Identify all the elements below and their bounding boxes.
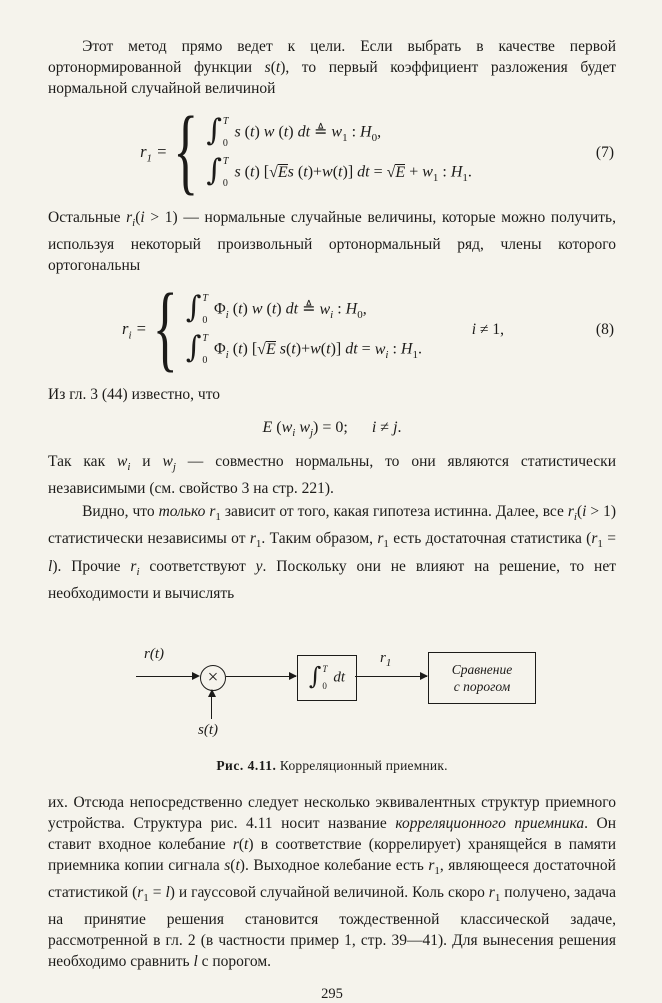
eq7-case-h1: ∫ T 0 s (t) [√Es (t)+w(t)] dt = $√E + w_1$ : $H_1$. <box>206 153 472 189</box>
eq7-case-h0: ∫ T 0 s (t) w (t) dt ≜ $w_1$ : $H_0$, <box>206 113 382 149</box>
integrator-formula: ∫ T 0 dt <box>308 661 346 691</box>
eq8-cases <box>185 290 422 367</box>
reference-signal-line <box>211 695 212 719</box>
eq8-lhs: $r_i$ = <box>122 318 147 342</box>
equation-7 <box>48 99 616 205</box>
equation-correlation-zero: E ($w_i$ $w_j) = 0$; i ≠ j. <box>262 419 402 440</box>
comparator-label-line1: Сравнение <box>451 661 513 677</box>
eq7-cases <box>206 113 472 189</box>
page-number: 295 <box>321 985 343 1002</box>
comparator-label-line2: с порогом <box>453 678 511 694</box>
paragraph-independence: Так как $w_i$ и $w_j$ — совместно нормальны, то они являются статистически независимыми (см. свойство 3 на стр. 221). <box>48 453 617 498</box>
paragraph-receiver-structure: их. Отсюда непосредственно следует несколько эквивалентных структур приемного устройства. Структура рис. 4.11 носит название корреляционного приемника. Он ставит входное колебание r(t) в соответствие (коррелирует) хранящейся в памяти приемника копии сигнала s(t). Выходное колебание есть $r_1$, являющееся достаточной статистикой $(r_1 = l)$ и гауссовой случайной величиной. Коль скоро $r_1$ получено, задача на принятие решения становится тождественной классической задаче, рассмотренной в гл. 2 (в частности пример 1, стр. 39—41). Для вынесения решения необходимо сравнить l с порогом. <box>48 793 616 970</box>
eq8-case-h1: ∫ T 0 $\Phi_i$ (t) [√E s(t)+w(t)] dt = $w_i$ : $H_1$. <box>185 330 422 367</box>
paragraph-sufficient-statistic: Видно, что только $r_1$ зависит от того, какая гипотеза истинна. Далее, все $r_i(i > 1)$ статистически независимы от $r_1$. Таким образом, $r_1$ есть достаточная статистика $(r_1 = l)$. Прочие $r_i$ соответствуют у. Поскольку они не влияют на решение, то нет необходимости и вычислять <box>48 503 617 602</box>
reference-signal-label: s(t) <box>198 721 219 738</box>
mult-to-integrator-line <box>226 676 296 677</box>
paragraph-known-from: Из гл. 3 (44) известно, что <box>48 386 221 404</box>
integrator-box <box>297 655 357 701</box>
multiply-icon: × <box>207 667 219 689</box>
input-signal-label: r(t) <box>144 645 165 662</box>
figure-caption-number: Рис. 4.11. <box>216 757 277 773</box>
eq7-brace: { <box>173 99 199 205</box>
eq8-condition: i ≠ 1, <box>471 321 504 339</box>
multiplier-node <box>200 665 226 691</box>
eq8-case-h0: ∫ T 0 $\Phi_i$ (t) w (t) dt ≜ $w_i$ : $H_0$, <box>185 290 367 327</box>
equation-8-body <box>122 276 422 382</box>
comparator-arrowhead-icon <box>420 672 428 680</box>
eq7-lhs: $r_1$ = <box>140 141 168 165</box>
eq8-brace: { <box>152 276 178 382</box>
equation-8 <box>48 276 616 382</box>
figure-caption <box>48 758 616 774</box>
eq7-number: (7) <box>595 144 614 161</box>
reference-arrowhead-icon <box>208 689 216 697</box>
figure-correlation-receiver <box>48 630 616 748</box>
input-line <box>136 676 198 677</box>
integrator-to-comparator-line <box>355 676 427 677</box>
eq8-number: (8) <box>595 321 614 339</box>
paragraph-intro: Этот метод прямо ведет к цели. Если выбрать в качестве первой ортонормированной функции s(t), то первый коэффициент разложения будет нормальной случайной величиной <box>48 38 616 97</box>
paragraph-other-ri: Остальные $r_i(i > 1)$ — нормальные случайные величины, которые можно получить, используя некоторый произвольный ортонормальный ряд, члены которого ортогональны <box>48 209 616 275</box>
equation-7-body <box>140 99 472 205</box>
integrator-arrowhead-icon <box>289 672 297 680</box>
figure-caption-text: Корреляционный приемник. <box>279 757 448 773</box>
input-arrowhead-icon <box>192 672 200 680</box>
r1-output-label: $r_1$ <box>380 649 392 669</box>
comparator-box <box>428 652 536 704</box>
